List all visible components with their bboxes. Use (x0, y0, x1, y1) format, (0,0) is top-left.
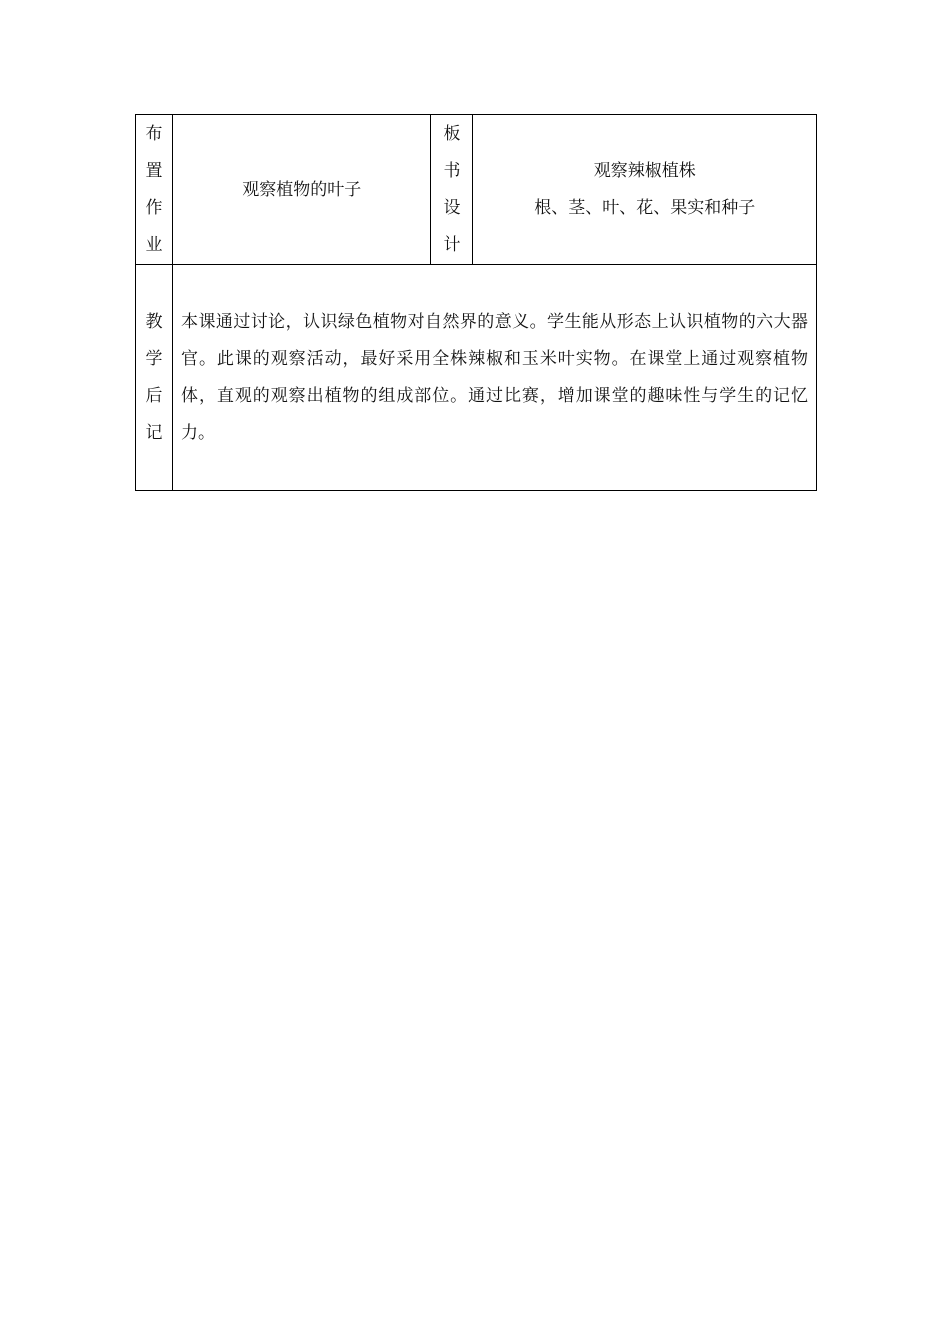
lesson-plan-table (135, 114, 817, 491)
table-row (136, 115, 817, 265)
reflection-label-char: 学 (145, 348, 163, 369)
reflection-content: 本课通过讨论，认识绿色植物对自然界的意义。学生能从形态上认识植物的六大器官。此课的观察活动，最好采用全株辣椒和玉米叶实物。在课堂上通过观察植物体，直观的观察出植物的组成部位。通过比赛，增加课堂的趣味性与学生的记忆力。 (181, 311, 808, 443)
homework-content-cell (173, 115, 431, 265)
homework-label-cell (136, 115, 173, 265)
board-design-label-char: 板 (443, 123, 461, 144)
board-design-label-char: 设 (443, 197, 461, 218)
reflection-label-char: 后 (145, 385, 163, 406)
board-design-label-char: 计 (443, 234, 461, 255)
homework-content: 观察植物的叶子 (242, 179, 362, 200)
homework-label-char: 作 (145, 197, 163, 218)
homework-label-char: 布 (145, 123, 163, 144)
homework-label-char: 置 (145, 160, 163, 181)
reflection-label-cell (136, 265, 173, 491)
board-design-label-char: 书 (443, 160, 461, 181)
reflection-label-char: 记 (145, 422, 163, 443)
reflection-label-char: 教 (145, 311, 163, 332)
board-design-content-cell (473, 115, 817, 265)
board-design-line: 根、茎、叶、花、果实和种子 (534, 197, 756, 218)
reflection-content-cell (173, 265, 817, 491)
board-design-label-cell (431, 115, 473, 265)
homework-label-char: 业 (145, 234, 163, 255)
board-design-line: 观察辣椒植株 (593, 160, 696, 181)
table-row (136, 265, 817, 491)
